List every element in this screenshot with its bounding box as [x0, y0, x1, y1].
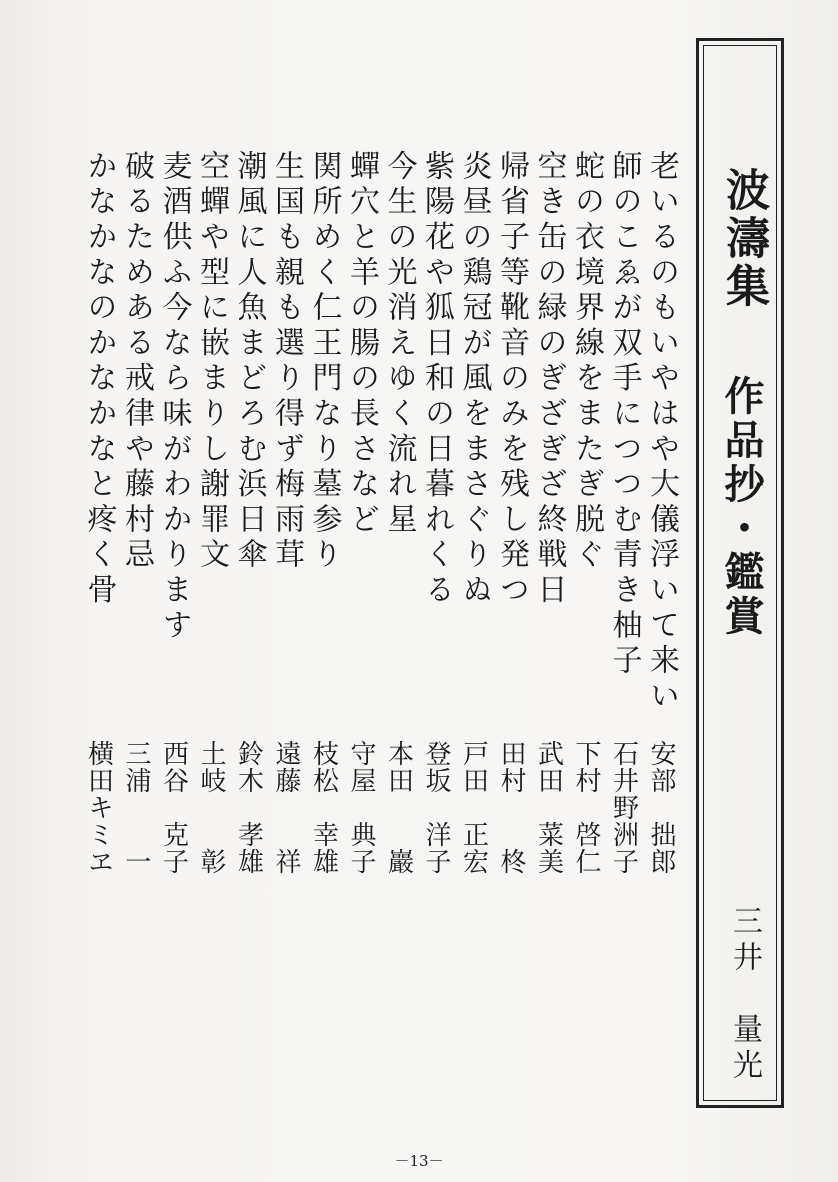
haiku-text: 潮風に人魚まどろむ浜日傘 — [231, 150, 267, 574]
poet-name: 安部 拙郎 — [646, 740, 676, 875]
poet-name: 鈴木 孝雄 — [233, 740, 264, 875]
haiku-text: 空き缶の緑のぎざぎざ終戦日 — [531, 150, 567, 609]
haiku-text: 老いるのもいやはや大儀浮いて来い — [644, 150, 679, 715]
poet-name: 戸田 正宏 — [458, 740, 489, 875]
poet-name: 遠藤 祥 — [271, 740, 301, 875]
haiku-text: 蛇の衣境界線をまたぎ脱ぐ — [569, 150, 604, 574]
poet-name: 枝松 幸雄 — [308, 740, 339, 875]
poet-name: 田村 柊 — [496, 740, 526, 875]
page-title: 波濤集 — [718, 167, 769, 311]
haiku-text: 破るためある戒律や藤村忌 — [119, 150, 154, 574]
poet-name: 本田 巖 — [383, 740, 414, 875]
haiku-text: 蟬穴と羊の腸の長さなど — [344, 150, 379, 539]
poet-name: 石井野洲子 — [608, 740, 639, 875]
title-frame — [696, 38, 784, 1108]
poet-name: 横田キミヱ — [83, 740, 114, 875]
poet-name: 下村 啓仁 — [571, 740, 601, 875]
haiku-text: 炎昼の鶏冠が風をまさぐりぬ — [456, 150, 492, 609]
poet-name: 西谷 克子 — [158, 740, 189, 875]
page-subtitle: 作品抄・鑑賞 — [718, 375, 765, 639]
poet-name: 武田 菜美 — [533, 740, 564, 875]
haiku-text: 生国も親も選り得ず梅雨茸 — [269, 150, 304, 574]
haiku-text: 今生の光消えゆく流れ星 — [381, 150, 417, 539]
haiku-text: 帰省子等靴音のみを残し発つ — [494, 150, 529, 609]
haiku-text: 師のこゑが双手につつむ青き柚子 — [606, 150, 642, 680]
author-name: 三井 量光 — [727, 905, 762, 1085]
haiku-text: かなかなのかなかなと疼く骨 — [81, 150, 117, 609]
haiku-text: 麦酒供ふ今なら味がわかります — [156, 150, 192, 645]
haiku-text: 紫陽花や狐日和の日暮れくる — [419, 150, 454, 609]
haiku-text: 空蟬や型に嵌まりし謝罪文 — [194, 150, 229, 574]
poet-name: 土岐 彰 — [196, 740, 226, 875]
poet-name: 守屋 典子 — [346, 740, 376, 875]
poet-name: 登坂 洋子 — [421, 740, 451, 875]
page-number: －13－ — [394, 1152, 444, 1170]
haiku-text: 関所めく仁王門なり墓参り — [306, 150, 342, 574]
poet-name: 三浦 一 — [121, 740, 151, 875]
